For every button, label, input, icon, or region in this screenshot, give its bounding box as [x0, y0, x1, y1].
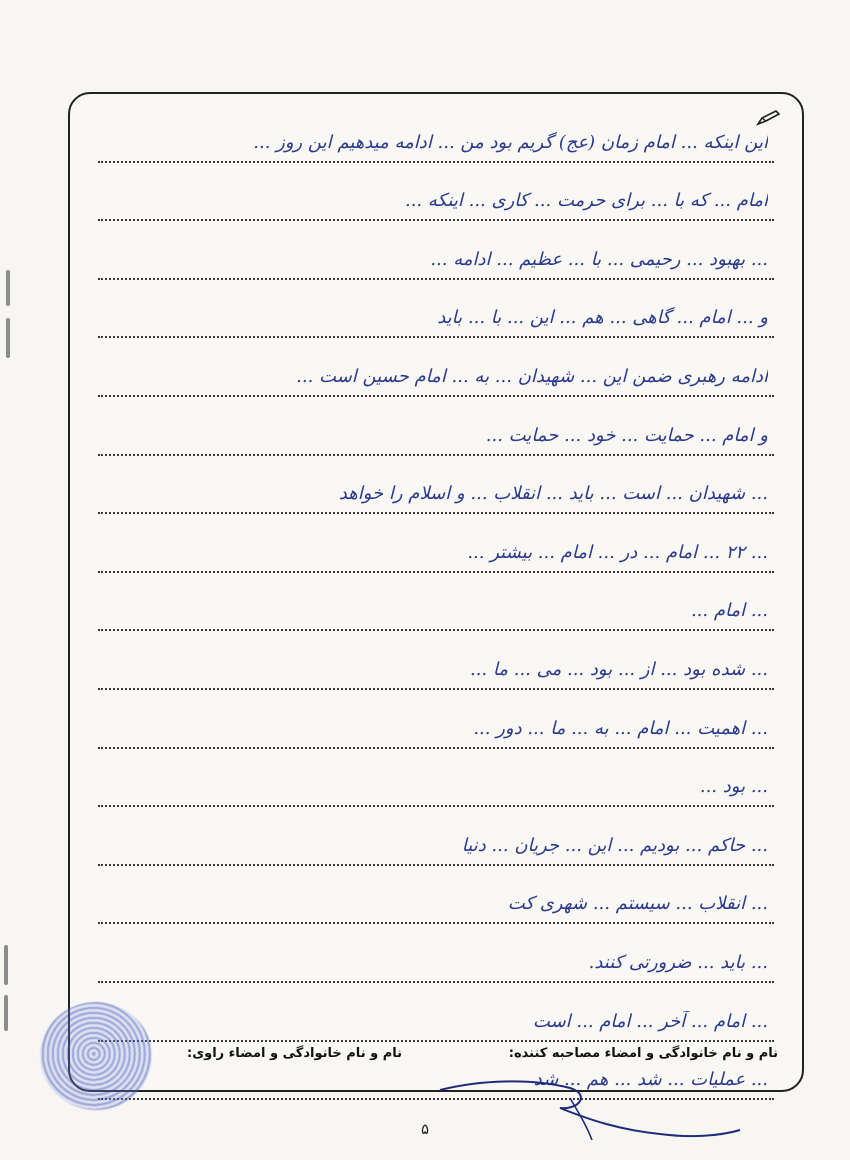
narrator-signature-label: نام و نام خانوادگی و امضاء راوی: [187, 1046, 402, 1061]
text-line: و ... امام ... گاهی ... هم ... این ... با ... باید [98, 280, 774, 339]
staple-mark [4, 995, 8, 1031]
staple-mark [4, 945, 8, 985]
text-line: ... امام ... آخر ... امام ... است [98, 983, 774, 1042]
text-line: ... بهبود ... رحیمی ... با ... عظیم ... ادامه ... [98, 221, 774, 280]
interviewer-signature-label: نام و نام خانوادگی و امضاء مصاحبه کننده: [508, 1046, 778, 1061]
text-line: ... بود ... [98, 749, 774, 808]
staple-mark [6, 318, 10, 358]
staple-mark [6, 270, 10, 306]
thumbprint [40, 1002, 152, 1110]
handwritten-lines [98, 104, 774, 1100]
text-line: ... اهمیت ... امام ... به ... ما ... دور ... [98, 690, 774, 749]
text-line: و امام ... حمایت ... خود ... حمایت ... [98, 397, 774, 456]
text-line: ... عملیات ... شد ... هم ... شد [98, 1042, 774, 1101]
text-line: ... شده بود ... از ... بود ... می ... ما ... [98, 631, 774, 690]
text-line: این اینکه ... امام زمان (عج) گریم بود من ... ادامه میدهیم این روز ... [98, 104, 774, 163]
text-line: امام ... که با ... برای حرمت ... کاری ... اینکه ... [98, 163, 774, 222]
text-line: ... باید ... ضرورتی کنند. [98, 924, 774, 983]
text-line: ... امام ... [98, 573, 774, 632]
text-line: ... شهیدان ... است ... باید ... انقلاب ... و اسلام را خواهد [98, 456, 774, 515]
text-line: ادامه رهبری ضمن این ... شهیدان ... به ... امام حسین است ... [98, 338, 774, 397]
text-line: ... حاکم ... بودیم ... این ... جریان ... دنیا [98, 807, 774, 866]
transcript-frame [68, 92, 804, 1092]
page-number: ۵ [420, 1120, 430, 1138]
text-line: ... ۲۲ ... امام ... در ... امام ... بیشتر ... [98, 514, 774, 573]
text-line: ... انقلاب ... سیستم ... شهری کت [98, 866, 774, 925]
